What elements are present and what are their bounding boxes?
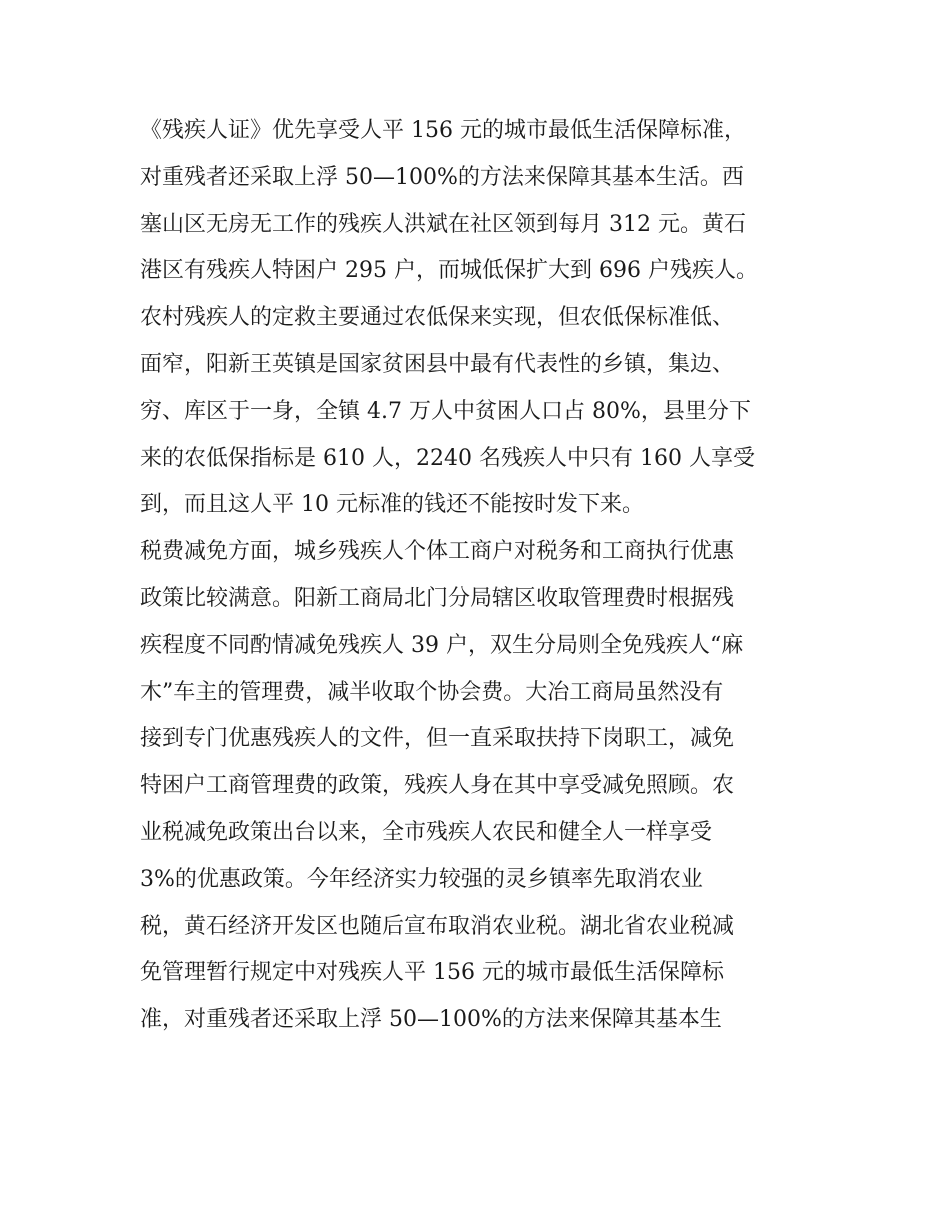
body-text (140, 108, 820, 1044)
text-line: 对重残者还采取上浮 50—100%的方法来保障其基本生活。西 (140, 164, 744, 190)
text-line: 面窄，阳新王英镇是国家贫困县中最有代表性的乡镇，集边、 (140, 351, 735, 377)
text-line: 塞山区无房无工作的残疾人洪斌在社区领到每月 312 元。黄石 (140, 211, 746, 237)
text-line: 业税减免政策出台以来，全市残疾人农民和健全人一样享受 (140, 819, 713, 845)
text-line: 接到专门优惠残疾人的文件，但一直采取扶持下岗职工，减免 (140, 726, 735, 752)
text-line: 3%的优惠政策。今年经济实力较强的灵乡镇率先取消农业 (140, 866, 703, 892)
text-line: 税费减免方面，城乡残疾人个体工商户对税务和工商执行优惠 (140, 539, 735, 565)
text-line: 穷、库区于一身，全镇 4.7 万人中贫困人口占 80%，县里分下 (140, 398, 751, 424)
text-line: 特困户工商管理费的政策，残疾人身在其中享受减免照顾。农 (140, 773, 735, 799)
text-line: 来的农低保指标是 610 人，2240 名残疾人中只有 160 人享受 (140, 445, 755, 471)
text-line: 准，对重残者还采取上浮 50—100%的方法来保障其基本生 (140, 1007, 722, 1033)
text-line: 政策比较满意。阳新工商局北门分局辖区收取管理费时根据残 (140, 585, 735, 611)
text-line: 到，而且这人平 10 元标准的钱还不能按时发下来。 (140, 492, 644, 518)
text-line: 疾程度不同酌情减免残疾人 39 户，双生分局则全免残疾人“麻 (140, 632, 744, 658)
text-line: 木”车主的管理费，减半收取个协会费。大冶工商局虽然没有 (140, 679, 724, 705)
text-line: 免管理暂行规定中对残疾人平 156 元的城市最低生活保障标 (140, 960, 724, 986)
text-line: 《残疾人证》优先享受人平 156 元的城市最低生活保障标准， (140, 118, 746, 143)
text-line: 税，黄石经济开发区也随后宣布取消农业税。湖北省农业税减 (140, 913, 735, 939)
text-line: 农村残疾人的定救主要通过农低保来实现，但农低保标准低、 (140, 305, 735, 331)
text-line: 港区有残疾人特困户 295 户，而城低保扩大到 696 户残疾人。 (140, 258, 758, 284)
